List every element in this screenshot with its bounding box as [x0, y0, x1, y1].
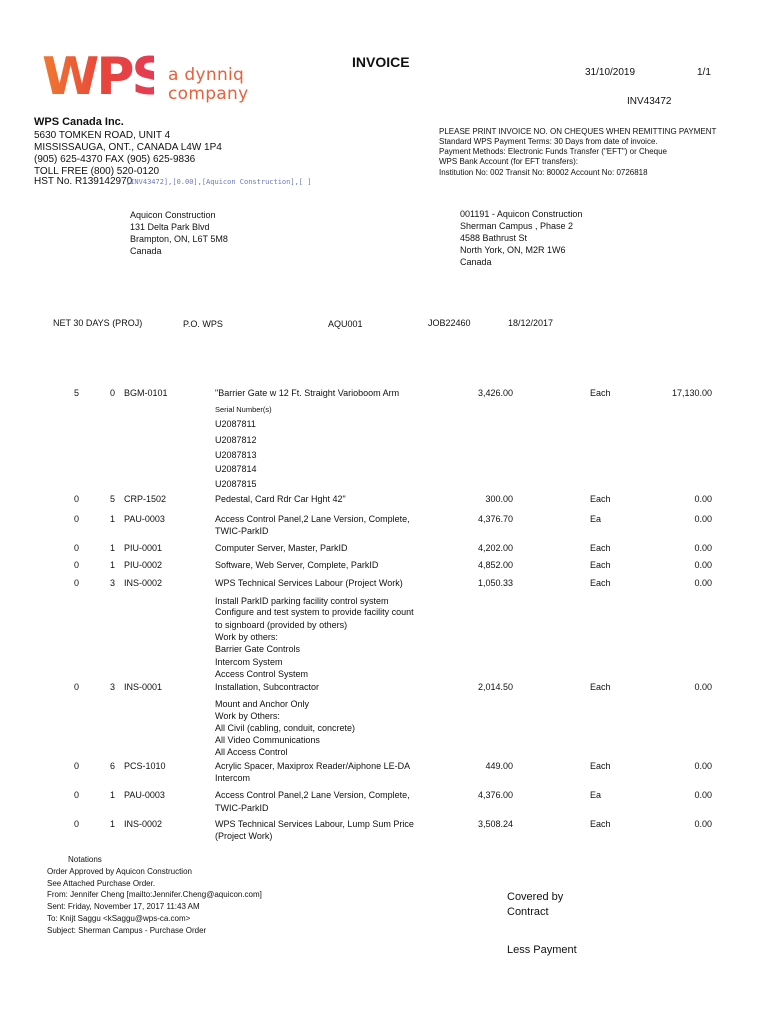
notice-line-2: Standard WPS Payment Terms: 30 Days from date of invoice. — [439, 137, 658, 146]
item-unit: Ea — [590, 790, 602, 800]
payment-terms: NET 30 DAYS (PROJ) — [53, 318, 143, 328]
processing-stamp: [INV43472],[0.00],[Aquicon Construction],[ ] — [126, 178, 312, 186]
item-unit: Each — [590, 761, 611, 771]
wps-logo-mark — [42, 50, 154, 102]
item-unit: Each — [590, 819, 611, 829]
item-qty: 0 — [74, 819, 80, 829]
item-qty: 0 — [74, 682, 80, 692]
notation-line: To: Knijt Saggu <kSaggu@wps-ca.com> — [47, 914, 191, 923]
item-description: WPS Technical Services Labour, Lump Sum Price — [215, 819, 414, 829]
logo-tagline-line1: a dynniq — [168, 65, 245, 85]
item-description-continued: Work by Others: — [215, 711, 280, 721]
item-qty: 0 — [74, 761, 80, 771]
item-unit: Each — [590, 578, 611, 588]
covered-by-label: Covered by — [507, 891, 564, 903]
item-description-continued: (Project Work) — [215, 831, 273, 841]
item-code: BGM-0101 — [124, 388, 168, 398]
bill-to-line-1: Aquicon Construction — [130, 210, 216, 220]
item-unit-price: 3,426.00 — [477, 388, 513, 398]
serial-number: U2087815 — [215, 479, 257, 489]
item-description-continued: Access Control System — [215, 669, 309, 679]
item-code: PCS-1010 — [124, 761, 166, 771]
invoice-number: INV43472 — [627, 96, 672, 107]
item-unit-price: 3,508.24 — [477, 819, 513, 829]
item-description-continued: All Video Communications — [215, 735, 320, 745]
notations-title: Notations — [68, 855, 102, 864]
less-payment-label: Less Payment — [507, 944, 577, 956]
item-backorder: 3 — [110, 578, 116, 588]
item-backorder: 1 — [110, 819, 116, 829]
item-description: Pedestal, Card Rdr Car Hght 42" — [215, 494, 346, 504]
item-code: PAU-0003 — [124, 514, 165, 524]
seller-name: WPS Canada Inc. — [34, 116, 124, 128]
invoice-title: INVOICE — [352, 54, 410, 70]
item-description-continued: to signboard (provided by others) — [215, 620, 348, 630]
item-description-continued: Barrier Gate Controls — [215, 644, 301, 654]
item-amount: 0.00 — [694, 560, 712, 570]
item-amount: 0.00 — [694, 494, 712, 504]
item-code: PIU-0001 — [124, 543, 163, 553]
item-description: Installation, Subcontractor — [215, 682, 320, 692]
item-description-continued: All Civil (cabling, conduit, concrete) — [215, 723, 356, 733]
item-amount: 0.00 — [694, 819, 712, 829]
page-number: 1/1 — [697, 67, 711, 78]
item-unit-price: 4,376.70 — [477, 514, 513, 524]
item-backorder: 1 — [110, 790, 116, 800]
logo-tagline-line2: company — [168, 84, 249, 104]
notice-line-4: WPS Bank Account (for EFT transfers): — [439, 157, 579, 166]
logo-tagline — [168, 66, 248, 104]
item-qty: 5 — [74, 388, 80, 398]
item-unit: Ea — [590, 514, 602, 524]
notice-line-1: PLEASE PRINT INVOICE NO. ON CHEQUES WHEN REMITTING PAYMENT — [439, 127, 717, 136]
item-code: PIU-0002 — [124, 560, 163, 570]
item-qty: 0 — [74, 494, 80, 504]
ship-to-line-5: Canada — [460, 257, 492, 267]
item-description-continued: Install ParkID parking facility control system — [215, 596, 389, 606]
item-amount: 0.00 — [694, 514, 712, 524]
item-qty: 0 — [74, 514, 80, 524]
order-date: 18/12/2017 — [508, 318, 554, 328]
item-description: Computer Server, Master, ParkID — [215, 543, 348, 553]
item-amount: 0.00 — [694, 790, 712, 800]
item-amount: 0.00 — [694, 682, 712, 692]
customer-code: AQU001 — [328, 319, 363, 329]
item-amount: 0.00 — [694, 761, 712, 771]
seller-hst: HST No. R139142970 — [34, 176, 133, 187]
serial-number: U2087813 — [215, 450, 257, 460]
bill-to-line-4: Canada — [130, 246, 162, 256]
notation-line: From: Jennifer Cheng [mailto:Jennifer.Cheng@aquicon.com] — [47, 890, 262, 899]
item-description-continued: Intercom — [215, 773, 251, 783]
invoice-date: 31/10/2019 — [585, 67, 636, 78]
item-backorder: 1 — [110, 543, 116, 553]
item-code: PAU-0003 — [124, 790, 165, 800]
item-code: INS-0002 — [124, 819, 163, 829]
item-backorder: 3 — [110, 682, 116, 692]
item-description-continued: TWIC-ParkID — [215, 803, 269, 813]
bill-to-line-2: 131 Delta Park Blvd — [130, 222, 210, 232]
item-unit: Each — [590, 494, 611, 504]
item-code: INS-0001 — [124, 682, 163, 692]
item-code: INS-0002 — [124, 578, 163, 588]
item-unit: Each — [590, 682, 611, 692]
ship-to-line-4: North York, ON, M2R 1W6 — [460, 245, 566, 255]
item-description-continued: Configure and test system to provide facility count — [215, 607, 414, 617]
item-description-continued: All Access Control — [215, 747, 288, 757]
item-description: WPS Technical Services Labour (Project Work) — [215, 578, 403, 588]
notice-line-5: Institution No: 002 Transit No: 80002 Account No: 0726818 — [439, 168, 648, 177]
item-backorder: 0 — [110, 388, 116, 398]
item-unit-price: 4,376.00 — [477, 790, 513, 800]
bill-to-line-3: Brampton, ON, L6T 5M8 — [130, 234, 228, 244]
serial-number-label: Serial Number(s) — [215, 405, 272, 414]
item-qty: 0 — [74, 560, 80, 570]
item-backorder: 5 — [110, 494, 116, 504]
item-unit-price: 300.00 — [485, 494, 513, 504]
item-amount: 0.00 — [694, 543, 712, 553]
wps-logo — [42, 50, 154, 107]
item-description-continued: TWIC-ParkID — [215, 526, 269, 536]
item-unit: Each — [590, 543, 611, 553]
item-description-continued: Intercom System — [215, 657, 283, 667]
item-qty: 0 — [74, 790, 80, 800]
item-backorder: 6 — [110, 761, 116, 771]
notation-line: Subject: Sherman Campus - Purchase Order — [47, 926, 207, 935]
serial-number: U2087811 — [215, 419, 256, 429]
po-number: P.O. WPS — [183, 319, 223, 329]
seller-phone: (905) 625-4370 FAX (905) 625-9836 — [34, 154, 196, 165]
item-unit-price: 4,202.00 — [477, 543, 513, 553]
item-unit-price: 1,050.33 — [477, 578, 513, 588]
seller-address-1: 5630 TOMKEN ROAD, UNIT 4 — [34, 130, 171, 141]
seller-address-2: MISSISSAUGA, ONT., CANADA L4W 1P4 — [34, 142, 222, 153]
item-unit: Each — [590, 560, 611, 570]
item-description: Access Control Panel,2 Lane Version, Complete, — [215, 790, 410, 800]
item-description: Acrylic Spacer, Maxiprox Reader/Aiphone LE-DA — [215, 761, 411, 771]
notation-line: Sent: Friday, November 17, 2017 11:43 AM — [47, 902, 200, 911]
ship-to-line-1: 001191 - Aquicon Construction — [460, 209, 583, 219]
ship-to-line-2: Sherman Campus , Phase 2 — [460, 221, 574, 231]
item-description: Access Control Panel,2 Lane Version, Complete, — [215, 514, 410, 524]
notice-line-3: Payment Methods: Electronic Funds Transfer ("EFT") or Cheque — [439, 147, 667, 156]
ship-to-line-3: 4588 Bathrust St — [460, 233, 528, 243]
item-description-continued: Mount and Anchor Only — [215, 699, 310, 709]
item-unit-price: 2,014.50 — [477, 682, 513, 692]
notation-line: See Attached Purchase Order. — [47, 879, 156, 888]
item-description: Software, Web Server, Complete, ParkID — [215, 560, 379, 570]
item-unit-price: 449.00 — [485, 761, 513, 771]
contract-label: Contract — [507, 906, 549, 918]
item-backorder: 1 — [110, 514, 116, 524]
serial-number: U2087814 — [215, 464, 257, 474]
item-amount: 17,130.00 — [671, 388, 712, 398]
serial-number: U2087812 — [215, 435, 257, 445]
item-unit: Each — [590, 388, 611, 398]
item-description: "Barrier Gate w 12 Ft. Straight Varioboom Arm — [215, 388, 400, 398]
seller-tollfree: TOLL FREE (800) 520-0120 — [34, 166, 160, 177]
item-description-continued: Work by others: — [215, 632, 278, 642]
item-amount: 0.00 — [694, 578, 712, 588]
item-qty: 0 — [74, 543, 80, 553]
notation-line: Order Approved by Aquicon Construction — [47, 867, 192, 876]
job-number: JOB22460 — [428, 318, 471, 328]
item-qty: 0 — [74, 578, 80, 588]
logo-wps-text: WPS — [42, 50, 154, 102]
item-unit-price: 4,852.00 — [477, 560, 513, 570]
item-code: CRP-1502 — [124, 494, 167, 504]
item-backorder: 1 — [110, 560, 116, 570]
